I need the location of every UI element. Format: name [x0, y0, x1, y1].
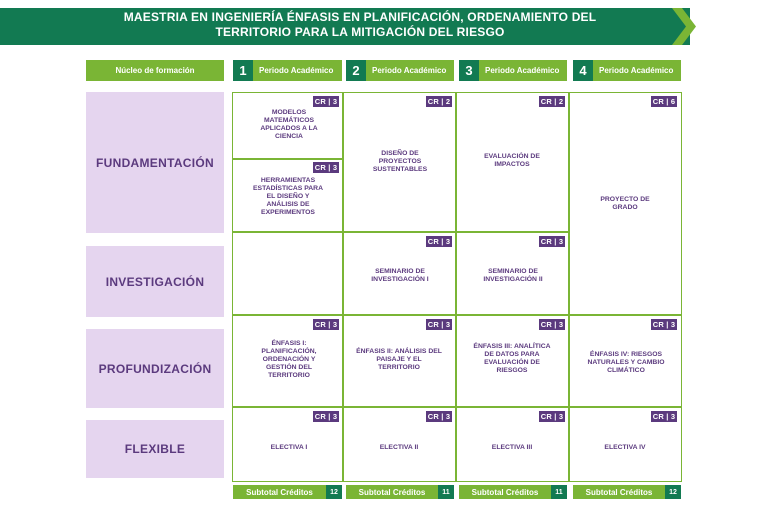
curriculum-grid: [232, 92, 682, 482]
nucleo-header: [86, 60, 224, 81]
subtotal-period-4: [573, 485, 681, 499]
period-header-2: [346, 60, 454, 81]
course-modelos-matematicos: MODELOS MATEMÁTICOS APLICADOS A LA CIENCIA: [260, 109, 318, 140]
category-investigacion: INVESTIGACIÓN: [86, 246, 224, 317]
credit-badge: CR | 3: [540, 237, 564, 246]
period-label: Periodo Académico: [372, 66, 447, 75]
credit-badge: CR | 3: [652, 412, 676, 421]
subtotal-value: 12: [326, 485, 342, 499]
course-electiva-4: ELECTIVA IV: [604, 444, 646, 451]
course-electiva-2: ELECTIVA II: [379, 444, 419, 451]
subtotal-value: 11: [551, 485, 567, 499]
course-electiva-3: ELECTIVA III: [491, 444, 533, 451]
course-proyecto-grado: PROYECTO DE GRADO: [600, 196, 650, 211]
period-label: Periodo Académico: [259, 66, 334, 75]
subtotal-period-3: [459, 485, 567, 499]
course-enfasis-2: ÉNFASIS II: ANÁLISIS DEL PAISAJE Y EL TERRITORIO: [356, 348, 442, 371]
course-enfasis-3: ÉNFASIS III: ANALÍTICA DE DATOS PARA EVALUACIÓN DE RIESGOS: [473, 343, 551, 374]
period-number: 1: [233, 60, 253, 81]
period-label: Periodo Académico: [599, 66, 674, 75]
subtotal-label: Subtotal Créditos: [358, 487, 426, 497]
course-seminario-1: SEMINARIO DE INVESTIGACIÓN I: [371, 268, 429, 283]
course-diseno-proyectos: DISEÑO DE PROYECTOS SUSTENTABLES: [372, 150, 428, 173]
subtotal-value: 12: [665, 485, 681, 499]
period-number: 4: [573, 60, 593, 81]
category-flexible: FLEXIBLE: [86, 420, 224, 478]
category-profundizacion: PROFUNDIZACIÓN: [86, 329, 224, 408]
subtotal-period-2: [346, 485, 454, 499]
credit-badge: CR | 3: [314, 320, 338, 329]
credit-badge: CR | 3: [540, 320, 564, 329]
grid-divider: [232, 406, 682, 408]
course-electiva-1: ELECTIVA I: [270, 444, 308, 451]
subtotal-value: 11: [438, 485, 454, 499]
credit-badge: CR | 2: [427, 97, 451, 106]
subtotal-label: Subtotal Créditos: [471, 487, 539, 497]
period-header-1: [233, 60, 342, 81]
course-herramientas-estadisticas: HERRAMIENTAS ESTADÍSTICAS PARA EL DISEÑO Y ANÁLISIS DE EXPERIMENTOS: [253, 177, 323, 216]
credit-badge: CR | 3: [540, 412, 564, 421]
page-title: [40, 10, 680, 40]
credit-badge: CR | 3: [652, 320, 676, 329]
grid-divider: [232, 231, 569, 233]
credit-badge: CR | 2: [540, 97, 564, 106]
grid-divider: [568, 92, 570, 482]
credit-badge: CR | 3: [314, 163, 338, 172]
category-fundamentacion: FUNDAMENTACIÓN: [86, 92, 224, 233]
credit-badge: CR | 3: [314, 97, 338, 106]
period-label: Periodo Académico: [485, 66, 560, 75]
credit-badge: CR | 3: [427, 237, 451, 246]
grid-divider: [455, 92, 457, 482]
course-enfasis-1: ÉNFASIS I: PLANIFICACIÓN, ORDENACIÓN Y GESTIÓN DEL TERRITORIO: [261, 340, 317, 379]
period-number: 3: [459, 60, 479, 81]
title-line-2: TERRITORIO PARA LA MITIGACIÓN DEL RIESGO: [215, 25, 505, 39]
course-enfasis-4: ÉNFASIS IV: RIESGOS NATURALES Y CAMBIO CLIMÁTICO: [587, 351, 665, 374]
period-number: 2: [346, 60, 366, 81]
subtotal-label: Subtotal Créditos: [585, 487, 653, 497]
subtotal-period-1: [233, 485, 342, 499]
grid-divider: [342, 92, 344, 482]
credit-badge: CR | 3: [427, 320, 451, 329]
title-line-1: MAESTRIA EN INGENIERÍA ÉNFASIS EN PLANIFICACIÓN, ORDENAMIENTO DEL: [123, 10, 597, 24]
period-header-4: [573, 60, 681, 81]
grid-divider: [232, 158, 343, 160]
course-seminario-2: SEMINARIO DE INVESTIGACIÓN II: [483, 268, 543, 283]
credit-badge: CR | 3: [427, 412, 451, 421]
subtotal-label: Subtotal Créditos: [246, 487, 313, 497]
grid-divider: [232, 314, 682, 316]
nucleo-label: Núcleo de formación: [115, 66, 195, 75]
credit-badge: CR | 6: [652, 97, 676, 106]
credit-badge: CR | 3: [314, 412, 338, 421]
course-evaluacion-impactos: EVALUACIÓN DE IMPACTOS: [484, 153, 540, 168]
period-header-3: [459, 60, 567, 81]
